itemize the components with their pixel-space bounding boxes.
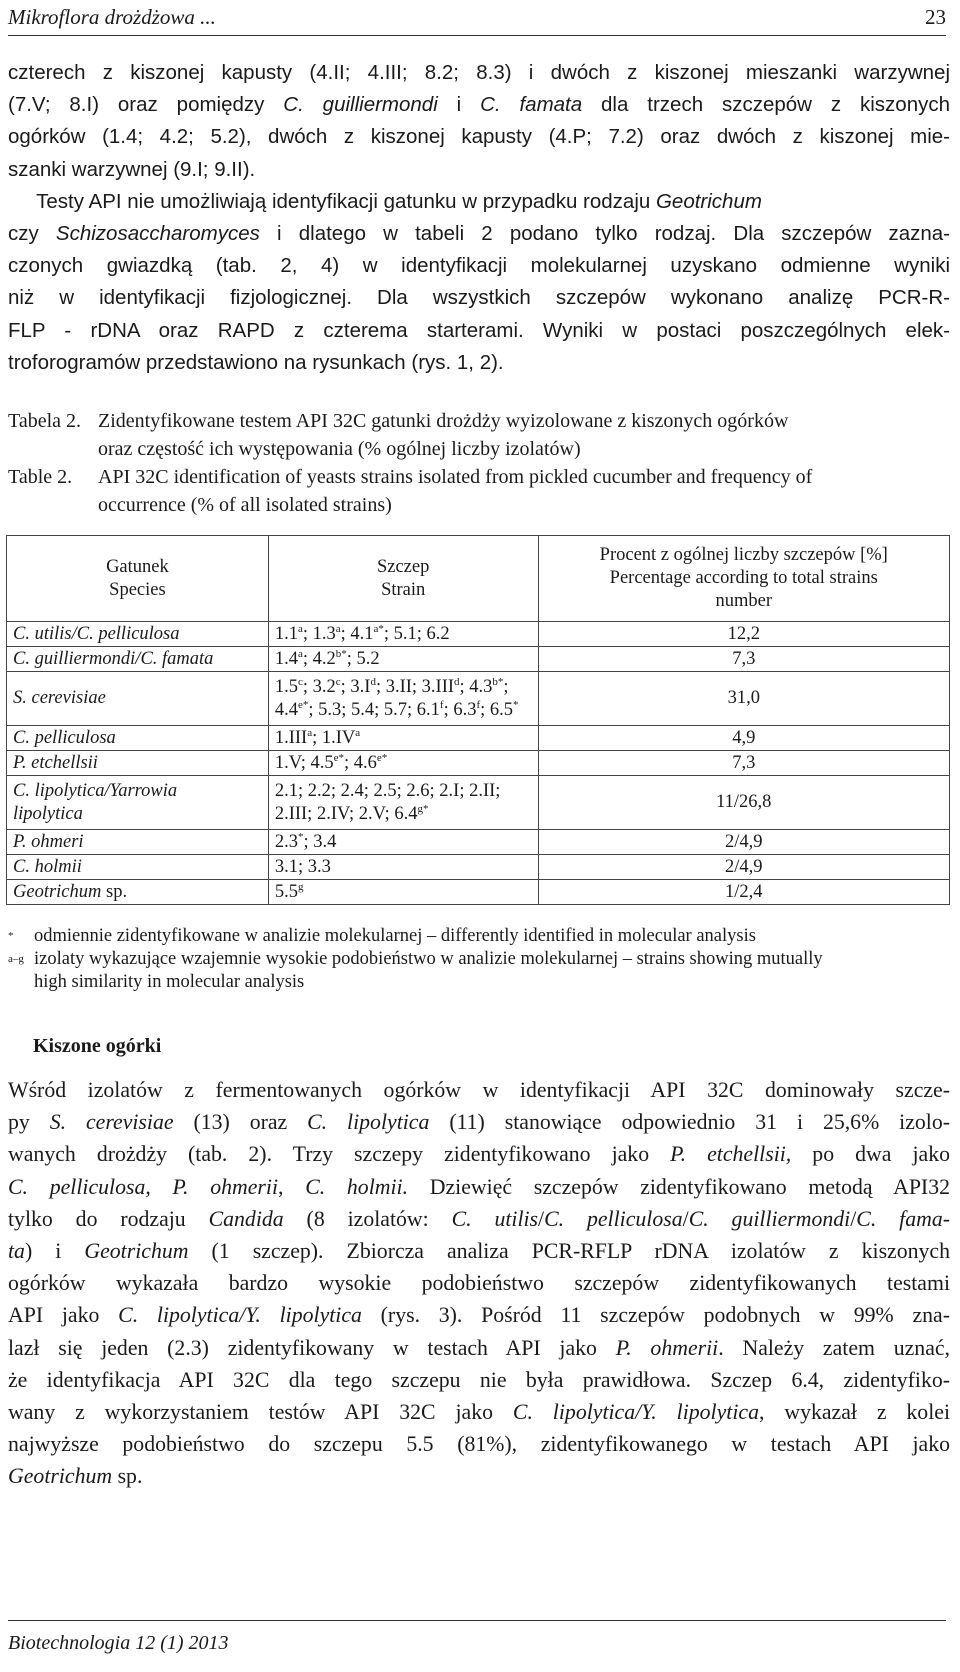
text-run: ,	[278, 1174, 306, 1199]
strain-line	[275, 856, 532, 879]
superscript: b*	[492, 675, 504, 688]
strain-text: 1.5	[274, 676, 298, 697]
superscript: a	[355, 726, 361, 739]
header-line: Szczep	[376, 556, 430, 577]
percent-cell: 12,2	[538, 622, 950, 647]
text-run: ogórków wykazała bardzo wysokie podobieństwo szczepów zidentyfikowanych testami	[8, 1271, 950, 1296]
species-name: S. cerevisiae	[13, 688, 106, 708]
strain-text: 5.5	[274, 881, 298, 902]
table-notes	[8, 925, 950, 994]
strain-line	[275, 623, 532, 646]
header-line: number	[715, 591, 772, 611]
paragraph-line	[8, 1332, 950, 1364]
superscript: e*	[297, 698, 309, 711]
italic-text: P. ohmerii	[172, 1174, 279, 1199]
strain-cell	[268, 855, 538, 880]
italic-text: C. pelliculosa	[8, 1174, 146, 1199]
caption-pl	[8, 407, 950, 463]
percent-cell: 1/2,4	[538, 880, 950, 905]
text-run: dla trzech szczepów z kiszonych	[582, 93, 951, 117]
strain-text: 2.III; 2.IV; 2.V; 6.4	[274, 803, 418, 824]
intro-paragraph	[8, 57, 950, 379]
paragraph-line: czonych gwiazdką (tab. 2, 4) w identyfikacji molekularnej uzyskano odmienne wyniki	[8, 254, 950, 278]
text-run: Testy API nie umożliwiają identyfikacji gatunku w przypadku rodzaju	[8, 189, 656, 213]
section-paragraph	[8, 1074, 950, 1492]
footnote	[8, 948, 950, 994]
text-run: ,	[145, 1174, 173, 1199]
strain-text: 4.4	[274, 699, 298, 720]
strain-column-header	[268, 536, 538, 622]
caption-line: API 32C identification of yeasts strains isolated from pickled cucumber and frequency of	[98, 466, 813, 488]
strain-line	[275, 727, 532, 750]
species-cell	[7, 672, 269, 726]
text-run: po dwa jako	[791, 1142, 950, 1167]
caption-pl-label: Tabela 2.	[8, 410, 82, 432]
strain-text: ; 6.5	[480, 699, 514, 720]
strain-text: ; 3.II; 3.III	[375, 676, 455, 697]
superscript: a	[335, 622, 341, 635]
text-run: że identyfikacja API 32C dla tego szczepu nie była prawidłowa. Szczep 6.4, zidentyfiko-	[8, 1367, 950, 1392]
percent-cell: 31,0	[538, 672, 950, 726]
paragraph-line	[8, 1138, 950, 1170]
superscript: g*	[417, 802, 429, 815]
footnote-line: izolaty wykazujące wzajemnie wysokie podobieństwo w analizie molekularnej – strains showing mutually	[34, 949, 823, 969]
text-run: /	[538, 1206, 545, 1231]
paragraph-line	[8, 186, 950, 218]
strain-cell	[268, 880, 538, 905]
strain-line	[275, 803, 532, 826]
italic-text: S. cerevisiae	[49, 1110, 174, 1135]
paragraph-line	[8, 1235, 950, 1267]
strain-text: 2.3	[274, 831, 298, 852]
header-line: Procent z ogólnej liczby szczepów [%]	[599, 545, 888, 565]
strain-text: ; 1.3	[302, 623, 336, 644]
strain-text: 1.V; 4.5	[274, 752, 334, 773]
running-title: Mikroflora drożdżowa ...	[8, 4, 216, 29]
strain-text: ; 5.3; 5.4; 5.7; 6.1	[308, 699, 440, 720]
italic-text: C. fama-	[856, 1206, 950, 1231]
table-row	[7, 726, 950, 751]
text-run: i dlatego w tabeli 2 podano tylko rodzaj. Dla szczepów zazna-	[259, 221, 951, 245]
species-cell	[7, 622, 269, 647]
paragraph-line	[8, 218, 950, 250]
text-run: (rys. 3). Pośród 11 szczepów podobnych w 99% zna-	[361, 1303, 950, 1328]
strain-cell	[268, 751, 538, 776]
table-row	[7, 672, 950, 726]
table-row	[7, 622, 950, 647]
italic-text: P. etchellsii,	[670, 1142, 792, 1167]
superscript: *	[513, 698, 519, 711]
paragraph-line	[8, 1074, 950, 1106]
text-run: , wykazał z kolei	[758, 1399, 950, 1424]
table-row	[7, 776, 950, 830]
strain-line	[275, 648, 532, 671]
strain-text: ; 5.2	[346, 648, 380, 669]
strain-text: 2.1; 2.2; 2.4; 2.5; 2.6; 2.I; 2.II;	[274, 780, 501, 801]
page-header	[8, 2, 946, 32]
strain-cell	[268, 830, 538, 855]
strain-line	[275, 831, 532, 854]
italic-text: C. holmii.	[305, 1174, 409, 1199]
text-run: /	[682, 1206, 689, 1231]
percent-column-header	[538, 536, 950, 622]
superscript: a	[297, 622, 303, 635]
superscript: d	[370, 675, 376, 688]
species-name: C. guilliermondi/C. famata	[13, 648, 214, 669]
superscript: a	[297, 647, 303, 660]
species-column-header	[7, 536, 269, 622]
text-run: najwyższe podobieństwo do szczepu 5.5 (81%), zidentyfikowanego w testach API jako	[8, 1432, 950, 1457]
table-row	[7, 855, 950, 880]
paragraph-line	[8, 1171, 950, 1203]
footer-rule	[8, 1620, 946, 1621]
species-cell	[7, 855, 269, 880]
strain-line	[275, 752, 532, 775]
footnote-line: high similarity in molecular analysis	[34, 972, 305, 992]
paragraph-line: niż w identyfikacji fizjologicznej. Dla wszystkich szczepów wykonano analizę PCR-R-	[8, 286, 950, 310]
species-name: C. holmii	[13, 856, 82, 877]
superscript: c	[297, 675, 303, 688]
text-run: (8 izolatów:	[283, 1206, 452, 1231]
text-run: i	[437, 93, 481, 117]
italic-text: P. ohmerii	[615, 1335, 719, 1360]
text-run: czy	[8, 221, 56, 245]
table-header-row	[7, 536, 950, 622]
page-number: 23	[925, 4, 946, 29]
percent-cell: 2/4,9	[538, 830, 950, 855]
table-row	[7, 751, 950, 776]
italic-text: C. lipolytica/Y. lipolytica	[512, 1399, 759, 1424]
species-cell	[7, 830, 269, 855]
italic-text: C. lipolytica/Y. lipolytica	[118, 1303, 362, 1328]
strain-text: ; 5.1; 6.2	[383, 623, 450, 644]
paragraph-line	[8, 1428, 950, 1460]
text-run: lazł się jeden (2.3) zidentyfikowany w testach API jako	[8, 1335, 616, 1360]
paragraph-line: szanki warzywnej (9.I; 9.II).	[8, 157, 256, 181]
strain-text: ; 3.I	[340, 676, 371, 697]
italic-text: Candida	[208, 1206, 284, 1231]
strain-text: ; 4.1	[340, 623, 374, 644]
species-name: Geotrichum sp.	[13, 881, 128, 902]
strain-line	[275, 881, 532, 904]
text-run: (1 szczep). Zbiorcza analiza PCR-RFLP rDNA izolatów z kiszonych	[188, 1238, 951, 1263]
table-row	[7, 647, 950, 672]
text-run: wany z wykorzystaniem testów API 32C jako	[8, 1399, 513, 1424]
superscript: a	[307, 726, 313, 739]
italic-text: Geotrichum	[655, 189, 762, 213]
italic-text: C. pelliculosa	[544, 1206, 683, 1231]
text-run: ) i	[24, 1238, 85, 1263]
header-line: Gatunek	[106, 556, 169, 577]
paragraph-line: czterech z kiszonej kapusty (4.II; 4.III; 8.2; 8.3) i dwóch z kiszonej mieszanki warzywnej	[8, 61, 950, 84]
species-suffix: sp.	[101, 881, 128, 902]
paragraph-line	[8, 1106, 950, 1138]
page-footer: Biotechnologia 12 (1) 2013	[8, 1632, 229, 1654]
strain-line	[275, 676, 532, 699]
text-run: wanych drożdży (tab. 2). Trzy szczepy zidentyfikowano jako	[8, 1142, 671, 1167]
paragraph-line	[8, 1364, 950, 1396]
species-name: C. pelliculosa	[13, 727, 116, 748]
paragraph-line	[8, 1460, 950, 1492]
strain-text: ; 3.2	[302, 676, 336, 697]
italic-text: C. lipolytica	[307, 1110, 430, 1135]
paragraph-line: troforogramów przedstawiono na rysunkach (rys. 1, 2).	[8, 350, 504, 374]
species-cell	[7, 776, 269, 830]
header-line: Strain	[381, 579, 426, 600]
superscript: e*	[376, 751, 388, 764]
superscript: *	[297, 830, 304, 843]
text-run: py	[8, 1110, 50, 1135]
species-table	[6, 535, 950, 905]
superscript: f	[439, 698, 444, 711]
paragraph-line: ogórków (1.4; 4.2; 5.2), dwóch z kiszonej kapusty (4.P; 7.2) oraz dwóch z kiszonej mie-	[8, 125, 950, 149]
section-heading: Kiszone ogórki	[33, 1035, 162, 1057]
superscript: c	[335, 675, 341, 688]
footnote-mark: *	[8, 930, 14, 942]
superscript: a*	[373, 622, 384, 635]
percent-cell: 7,3	[538, 647, 950, 672]
strain-text: ; 4.6	[343, 752, 377, 773]
footnote-mark: a–g	[8, 953, 24, 965]
percent-cell: 7,3	[538, 751, 950, 776]
caption-en	[8, 463, 950, 519]
strain-text: ; 6.3	[443, 699, 477, 720]
species-cell	[7, 647, 269, 672]
strain-text: ;	[503, 676, 509, 697]
strain-line	[275, 699, 532, 722]
table-row	[7, 880, 950, 905]
species-name: P. ohmeri	[13, 831, 84, 852]
paragraph-line: FLP - rDNA oraz RAPD z czterema starterami. Wyniki w postaci poszczególnych elek-	[8, 318, 950, 342]
species-name: P. etchellsii	[13, 752, 98, 773]
paragraph-line	[8, 89, 950, 121]
superscript: f	[476, 698, 481, 711]
caption-en-label: Table 2.	[8, 466, 73, 488]
header-rule	[8, 35, 946, 36]
strain-text: ; 3.4	[303, 831, 337, 852]
caption-line: Zidentyfikowane testem API 32C gatunki drożdży wyizolowane z kiszonych ogórków	[98, 410, 789, 432]
text-run: (13) oraz	[173, 1110, 308, 1135]
species-cell	[7, 880, 269, 905]
text-run: Wśród izolatów z fermentowanych ogórków w identyfikacji API 32C dominowały szcze-	[8, 1078, 950, 1102]
superscript: d	[454, 675, 460, 688]
strain-cell	[268, 672, 538, 726]
footnote-text	[34, 948, 823, 994]
strain-cell	[268, 726, 538, 751]
superscript: e*	[333, 751, 344, 764]
caption-line: occurrence (% of all isolated strains)	[98, 494, 392, 516]
percent-cell: 11/26,8	[538, 776, 950, 830]
strain-text: ; 4.2	[302, 648, 336, 669]
paragraph-line	[8, 1203, 950, 1235]
italic-text: C. guilliermondi	[688, 1206, 851, 1231]
text-run: /	[850, 1206, 857, 1231]
caption-en-text	[98, 463, 950, 519]
strain-text: 1.4	[274, 648, 298, 669]
strain-line	[275, 780, 532, 803]
strain-text: 1.1	[274, 623, 298, 644]
superscript: b*	[335, 647, 347, 660]
strain-text: 1.III	[274, 727, 308, 748]
text-run: . Należy zatem uznać,	[718, 1335, 950, 1360]
italic-text: ta	[8, 1238, 25, 1263]
species-name: C. lipolytica/Yarrowia	[13, 780, 178, 801]
text-run: sp.	[112, 1464, 143, 1489]
species-cell	[7, 726, 269, 751]
footnote-line: odmiennie zidentyfikowane w analizie molekularnej – differently identified in molecular analysis	[34, 926, 756, 946]
italic-text: C. utilis	[451, 1206, 539, 1231]
italic-text: C. guilliermondi	[283, 93, 438, 117]
caption-line: oraz częstość ich występowania (% ogólnej liczby izolatów)	[98, 438, 581, 460]
paragraph-line	[8, 1396, 950, 1428]
percent-cell: 4,9	[538, 726, 950, 751]
species-name: C. utilis/C. pelliculosa	[13, 623, 180, 644]
text-run: API jako	[8, 1303, 119, 1328]
strain-cell	[268, 776, 538, 830]
percent-cell: 2/4,9	[538, 855, 950, 880]
text-run: Dziewięć szczepów zidentyfikowano metodą API32	[408, 1174, 950, 1199]
text-run: (11) stanowiące odpowiednio 31 i 25,6% izolo-	[429, 1110, 951, 1135]
species-name: lipolytica	[13, 803, 83, 824]
strain-text: 3.1; 3.3	[274, 856, 331, 877]
species-cell	[7, 751, 269, 776]
footnote-text	[34, 925, 756, 948]
strain-cell	[268, 622, 538, 647]
text-run: tylko do rodzaju	[8, 1206, 209, 1231]
header-line: Percentage according to total strains	[609, 568, 878, 588]
table-caption	[8, 407, 950, 519]
italic-text: Geotrichum	[84, 1238, 189, 1263]
header-line: Species	[109, 579, 166, 600]
caption-pl-text	[98, 407, 950, 463]
strain-cell	[268, 647, 538, 672]
footnote	[8, 925, 950, 948]
strain-text: ; 4.3	[459, 676, 493, 697]
strain-text: ; 1.IV	[312, 727, 356, 748]
italic-text: C. famata	[480, 93, 583, 117]
text-run: (7.V; 8.I) oraz pomiędzy	[8, 93, 284, 117]
table-row	[7, 830, 950, 855]
paragraph-line	[8, 1299, 950, 1331]
italic-text: Schizosaccharomyces	[55, 221, 260, 245]
superscript: g	[297, 880, 304, 893]
italic-text: Geotrichum	[8, 1464, 113, 1489]
paragraph-line	[8, 1267, 950, 1299]
